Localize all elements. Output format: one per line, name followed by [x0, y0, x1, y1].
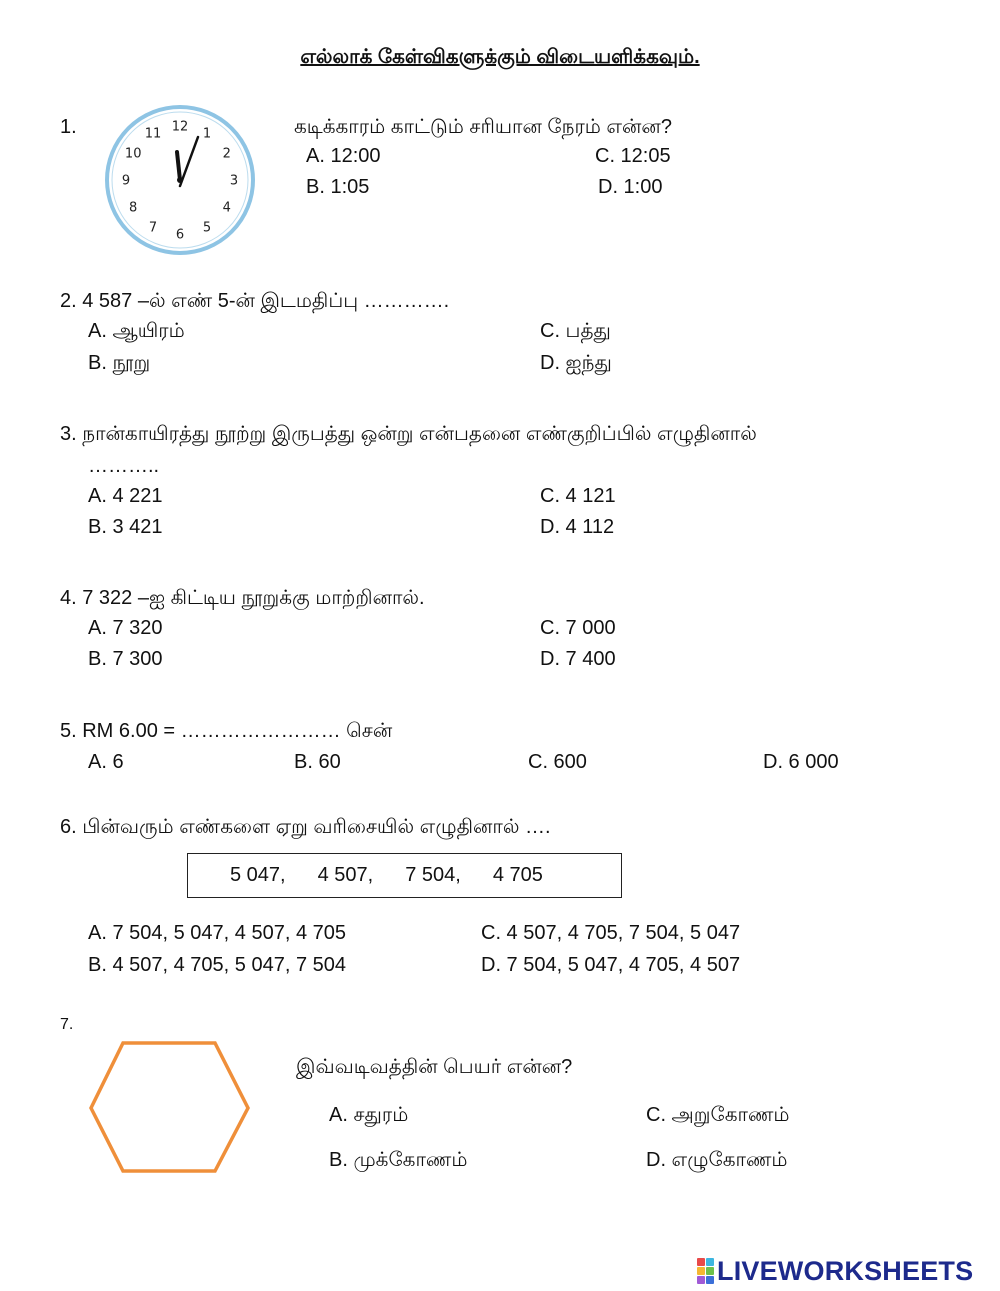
q7-option-d[interactable]: D. எழுகோணம் [646, 1149, 788, 1171]
clock-center [177, 177, 183, 183]
q3-option-d[interactable]: D. 4 112 [540, 516, 615, 538]
q2-text: 2. 4 587 –ல் எண் 5-ன் இடமதிப்பு …………. [60, 290, 450, 312]
clock-number: 5 [202, 220, 212, 236]
q6-number-1: 5 047, [230, 864, 286, 886]
q4-text: 4. 7 322 –ஐ கிட்டிய நூறுக்கு மாற்றினால். [60, 587, 425, 609]
q1-number: 1. [60, 116, 77, 138]
q6-option-d[interactable]: D. 7 504, 5 047, 4 705, 4 507 [481, 954, 741, 976]
q6-option-a[interactable]: A. 7 504, 5 047, 4 507, 4 705 [88, 922, 346, 944]
q5-option-b[interactable]: B. 60 [294, 751, 341, 773]
clock-number: 4 [222, 200, 231, 216]
clock-number: 7 [148, 220, 158, 236]
q5-option-a[interactable]: A. 6 [88, 751, 124, 773]
q6-number-4: 4 705 [492, 864, 543, 886]
q2-option-b[interactable]: B. நூறு [88, 352, 151, 374]
q3-option-a[interactable]: A. 4 221 [88, 485, 163, 507]
clock-number: 1 [202, 126, 212, 142]
clock-number: 12 [171, 119, 189, 135]
q6-number-3: 7 504, [405, 864, 461, 886]
liveworksheets-logo[interactable] [697, 1254, 973, 1288]
clock-number: 8 [129, 200, 138, 216]
clock-number: 9 [121, 173, 131, 189]
hexagon-shape [91, 1043, 248, 1171]
logo-text: LIVEWORKSHEETS [717, 1255, 974, 1286]
q5-text: 5. RM 6.00 = …………………… சென் [60, 720, 393, 742]
q7-option-c[interactable]: C. அறுகோணம் [646, 1104, 790, 1126]
q1-option-d[interactable]: D. 1:00 [598, 176, 663, 198]
clock-number: 2 [222, 146, 231, 162]
q1-option-c[interactable]: C. 12:05 [595, 145, 671, 167]
clock-number: 11 [144, 126, 162, 142]
logo-icon [697, 1258, 714, 1284]
q4-option-b[interactable]: B. 7 300 [88, 648, 163, 670]
q4-option-c[interactable]: C. 7 000 [540, 617, 616, 639]
clock-number: 6 [175, 227, 185, 243]
q4-option-a[interactable]: A. 7 320 [88, 617, 163, 639]
hexagon-image [88, 1040, 254, 1174]
q1-option-a[interactable]: A. 12:00 [306, 145, 381, 167]
clock-number: 3 [229, 173, 239, 189]
q7-number: 7. [60, 1016, 74, 1033]
q6-text: 6. பின்வரும் எண்களை ஏறு வரிசையில் எழுதினால் …. [60, 816, 551, 838]
q1-text: கடிக்காரம் காட்டும் சரியான நேரம் என்ன? [294, 116, 672, 138]
q5-option-c[interactable]: C. 600 [528, 751, 587, 773]
q6-option-c[interactable]: C. 4 507, 4 705, 7 504, 5 047 [481, 922, 741, 944]
q3-text: 3. நான்காயிரத்து நூற்று இருபத்து ஒன்று என்பதனை எண்குறிப்பில் எழுதினால் [60, 423, 757, 445]
q4-option-d[interactable]: D. 7 400 [540, 648, 616, 670]
q3-option-b[interactable]: B. 3 421 [88, 516, 163, 538]
q3-text-continued: ……….. [88, 455, 160, 477]
q7-option-b[interactable]: B. முக்கோணம் [329, 1149, 468, 1171]
q1-option-b[interactable]: B. 1:05 [306, 176, 370, 198]
q5-option-d[interactable]: D. 6 000 [763, 751, 839, 773]
q7-text: இவ்வடிவத்தின் பெயர் என்ன? [296, 1056, 573, 1078]
q2-option-d[interactable]: D. ஐந்து [540, 352, 612, 374]
q6-option-b[interactable]: B. 4 507, 4 705, 5 047, 7 504 [88, 954, 346, 976]
q2-option-c[interactable]: C. பத்து [540, 320, 611, 342]
q3-option-c[interactable]: C. 4 121 [540, 485, 616, 507]
q6-number-2: 4 507, [317, 864, 374, 886]
q2-option-a[interactable]: A. ஆயிரம் [88, 320, 185, 342]
page-title: எல்லாக் கேள்விகளுக்கும் விடையளிக்கவும். [300, 46, 700, 68]
clock-image [101, 102, 261, 258]
q7-option-a[interactable]: A. சதுரம் [329, 1104, 409, 1126]
q6-number-box [187, 853, 622, 898]
clock-number: 10 [124, 146, 142, 162]
